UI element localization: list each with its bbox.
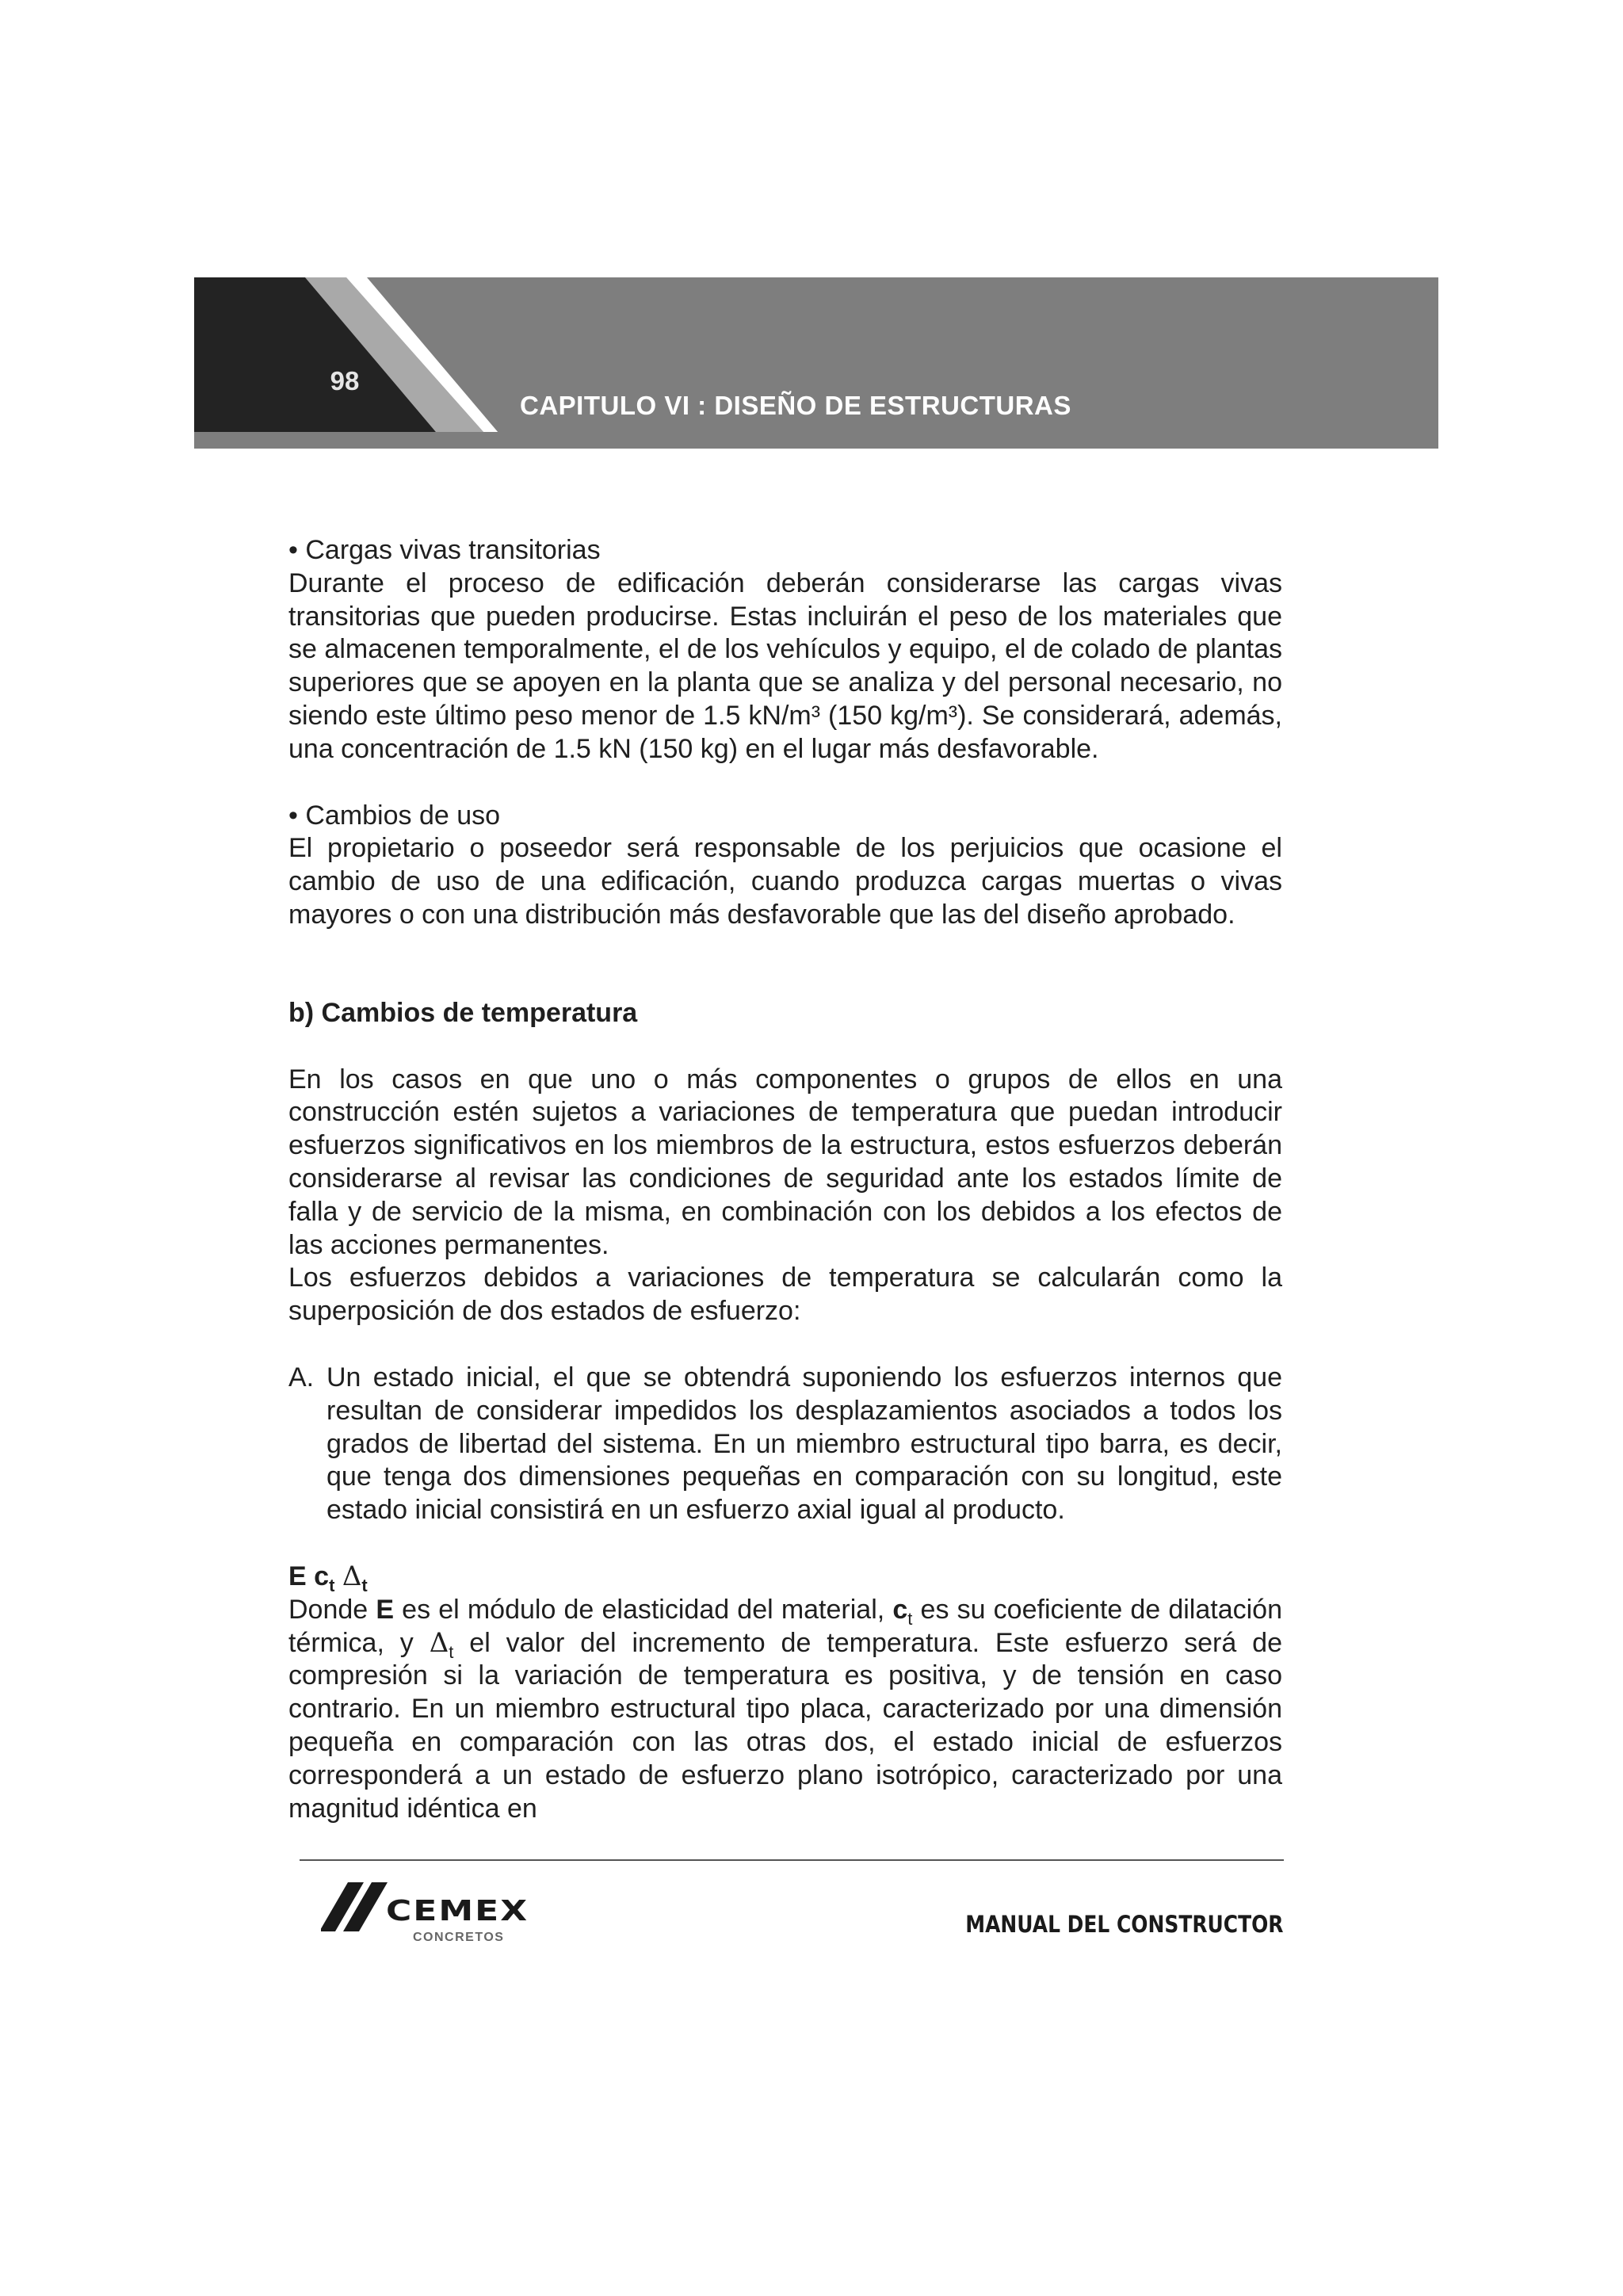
list-item-a bbox=[288, 1362, 1282, 1527]
donde-part-4: el valor del incremento de temperatura. Este esfuerzo será de compresión si la variación de temperatura es positiva, y de tensión en caso contrario. En un miembro estructural tipo placa, caracterizado por una dimensión pequeña en comparación con las otras dos, el estado inicial de esfuerzos corresponderá a un estado de esfuerzo plano isotrópico, caracterizado por una magnitud idéntica en bbox=[288, 1627, 1282, 1824]
formula-c: c bbox=[314, 1561, 330, 1591]
donde-symbol-E: E bbox=[376, 1594, 395, 1625]
paragraph-donde bbox=[288, 1594, 1282, 1826]
donde-symbol-delta: Δ bbox=[429, 1626, 449, 1659]
paragraph-temperatura-2: Los esfuerzos debidos a variaciones de temperatura se calcularán como la superposición de dos estados de esfuerzo: bbox=[288, 1263, 1282, 1327]
formula-c-subscript: t bbox=[329, 1575, 335, 1595]
paragraph-cambios-uso: El propietario o poseedor será responsable de los perjuicios que ocasione el cambio de uso de una edificación, cuando produzca cargas muertas o vivas mayores o con una distribución más desfavorable que las del diseño aprobado. bbox=[288, 833, 1282, 930]
logo-wordmark: CEMEX bbox=[386, 1895, 529, 1927]
page-number: 98 bbox=[330, 366, 360, 395]
section-heading: b) Cambios de temperatura bbox=[288, 997, 638, 1028]
header-lower-edge bbox=[194, 432, 551, 449]
footer-rule bbox=[300, 1859, 1284, 1861]
donde-part-3: es su coeficiente de dilatación térmica, y bbox=[288, 1594, 1283, 1658]
donde-symbol-c: c bbox=[892, 1594, 908, 1625]
formula-E: E bbox=[288, 1561, 307, 1591]
paragraph-temperatura-1: En los casos en que uno o más componentes o grupos de ellos en una construcción estén sujetos a variaciones de temperatura que puedan introducir esfuerzos significativos en los miembros de la estructura, estos esfuerzos deberán considerarse al revisar las condiciones de seguridad ante los estados límite de falla y de servicio de la misma, en combinación con los debidos a los efectos de las acciones permanentes. bbox=[288, 1064, 1282, 1260]
formula-delta-subscript: t bbox=[361, 1575, 368, 1595]
donde-symbol-delta-subscript: t bbox=[449, 1641, 454, 1662]
logo-subtitle: CONCRETOS bbox=[413, 1931, 505, 1944]
bullet-title-cargas-vivas: • Cargas vivas transitorias bbox=[288, 535, 601, 565]
donde-part-2: es el módulo de elasticidad del material, bbox=[394, 1594, 893, 1625]
list-text-a: Un estado inicial, el que se obtendrá suponiendo los esfuerzos internos que resultan de considerar impedidos los desplazamientos asociados a todos los grados de libertad del sistema. En un miembro estructural tipo barra, es decir, que tenga dos dimensiones pequeñas en comparación con su longitud, este estado inicial consistirá en un esfuerzo axial igual al producto. bbox=[327, 1362, 1282, 1526]
page-content bbox=[288, 534, 1282, 1825]
footer-manual-title: MANUAL DEL CONSTRUCTOR bbox=[965, 1911, 1284, 1938]
formula-delta: Δ bbox=[342, 1560, 362, 1592]
formula-line bbox=[288, 1561, 1282, 1594]
paragraph-cargas-vivas: Durante el proceso de edificación deberán considerarse las cargas vivas transitorias que pueden producirse. Estas incluirán el peso de los materiales que se almacenen temporalmente, el de los vehículos y equipo, el de colado de plantas superiores que se apoyen en la planta que se analiza y del personal necesario, no siendo este último peso menor de 1.5 kN/m³ (150 kg/m³). Se considerará, además, una concentración de 1.5 kN (150 kg) en el lugar más desfavorable. bbox=[288, 567, 1282, 764]
donde-part-1: Donde bbox=[288, 1594, 376, 1625]
chapter-title: CAPITULO VI : DISEÑO DE ESTRUCTURAS bbox=[520, 391, 1071, 420]
list-marker-a: A. bbox=[288, 1362, 315, 1392]
bullet-title-cambios-uso: • Cambios de uso bbox=[288, 800, 501, 831]
donde-symbol-c-subscript: t bbox=[907, 1608, 913, 1629]
header-decoration bbox=[194, 277, 551, 449]
